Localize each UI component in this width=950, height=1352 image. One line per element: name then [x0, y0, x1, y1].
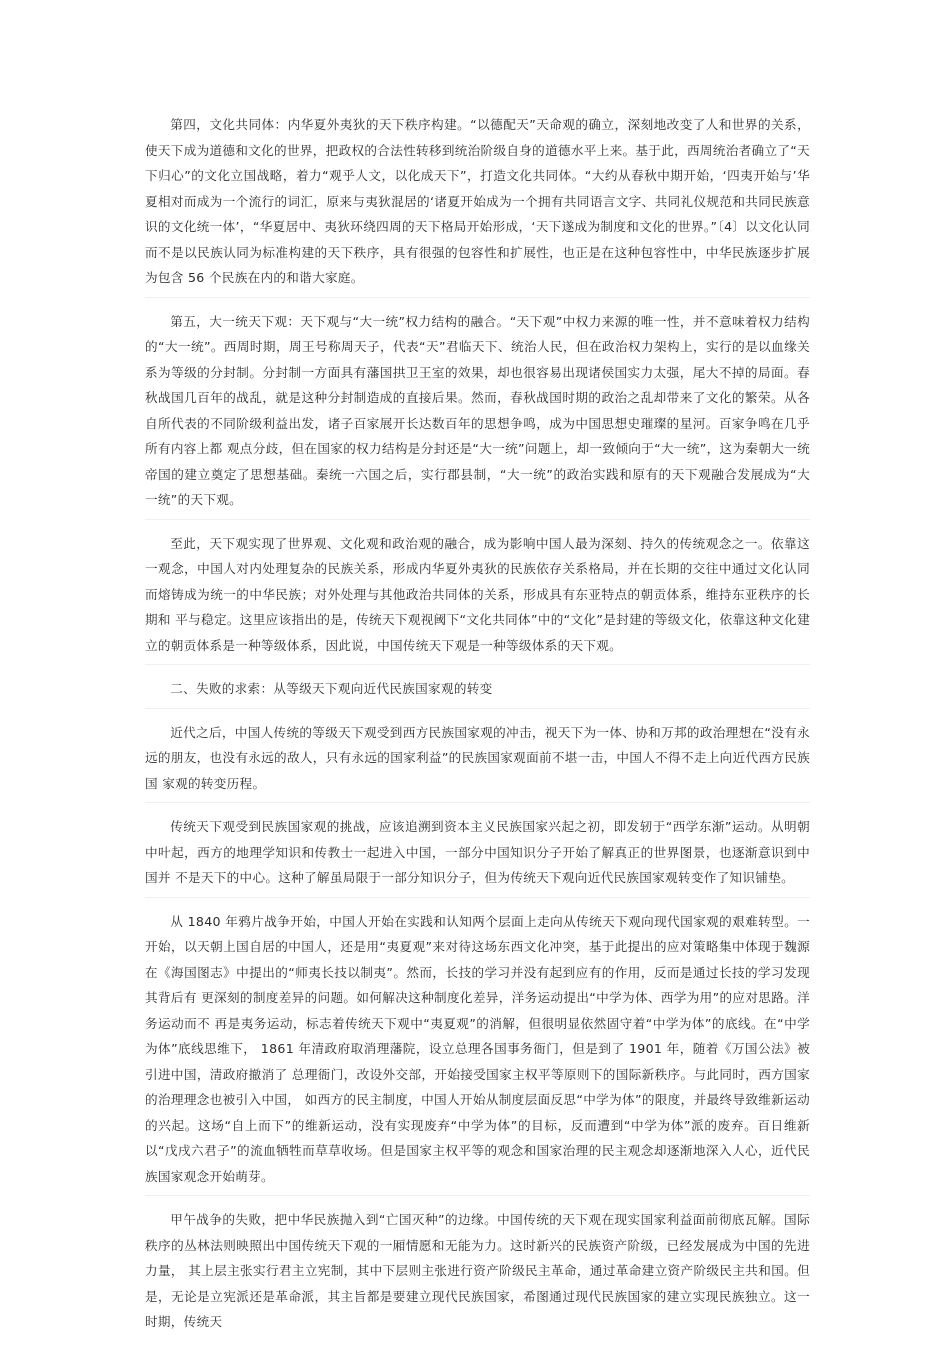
- paragraph-sino-japanese-war: 甲午战争的失败，把中华民族抛入到“亡国灭种”的边缘。中国传统的天下观在现实国家利益面前彻底瓦解。国际秩序的丛林法则映照出中国传统天下观的一厢情愿和无能为力。这时新兴的民族资产阶级，已经发展成为中国的先进力量， 其上层主张实行君主立宪制，其中下层则主张进行资产阶级民主革命，通过革命建立资产阶级民主共和国。但是，无论是立宪派还是革命派，其主旨都是要建立现代民族国家，希图通过现代民族国家的建立实现民族独立。这一时期，传统天: [145, 1212, 810, 1329]
- paragraph-grand-unification: 第五，大一统天下观：天下观与“大一统”权力结构的融合。“天下观”中权力来源的唯一性，并不意味着权力结构的“大一统”。西周时期，周王号称周天子，代表“天”君临天下、统治人民，但在政治权力架构上，实行的是以血缘关系为等级的分封制。分封制一方面具有藩国拱卫王室的效果，却也很容易出现诸侯国实力太强，尾大不掉的局面。春秋战国几百年的战乱，就是这种分封制造成的直接后果。然而，春秋战国时期的政治之乱却带来了文化的繁荣。从各自所代表的不同阶级利益出发，诸子百家展开长达数百年的思想争鸣，成为中国思想史璀璨的星河。百家争鸣在几乎所有内容上都 观点分歧，但在国家的权力结构是分封还是“大一统”问题上，却一致倾向于“大一统”，这为秦朝大一统帝国的建立奠定了思想基础。秦统一六国之后，实行郡县制，“大一统”的政治实践和原有的天下观融合发展成为“大一统”的天下观。: [145, 309, 810, 520]
- paragraph-cultural-community: 第四，文化共同体：内华夏外夷狄的天下秩序构建。“以德配天”天命观的确立，深刻地改变了人和世界的关系，使天下成为道德和文化的世界，把政权的合法性转移到统治阶级自身的道德水平上来。基于此，西周统治者确立了“天下归心”的文化立国战略，着力“观乎人文，以化成天下”，打造文化共同体。“大约从春秋中期开始，‘四夷开始与’华夏相对而成为一个流行的词汇，原来与夷狄混居的‘诸夏开始成为一个拥有共同语言文字、共同礼仪规范和共同民族意识的文化统一体’，“华夏居中、夷狄环绕四周的天下格局开始形成，‘天下遂成为制度和文化的世界。”〔4〕以文化认同而不是以民族认同为标准构建的天下秩序，具有很强的包容性和扩展性，也正是在这种包容性中，中华民族逐步扩展为包含 56 个民族在内的和谐大家庭。: [145, 112, 810, 298]
- paragraph-opium-war: 从 1840 年鸦片战争开始，中国人开始在实践和认知两个层面上走向从传统天下观向现代国家观的艰难转型。一开始，以天朝上国自居的中国人，还是用“夷夏观”来对待这场东西文化冲突，基于此提出的应对策略集中体现于魏源在《海国图志》中提出的“师夷长技以制夷”。然而，长技的学习并没有起到应有的作用，反而是通过长技的学习发现其背后有 更深刻的制度差异的问题。如何解决这种制度化差异，洋务运动提出“中学为体、西学为用”的应对思路。洋务运动而不 再是夷务运动，标志着传统天下观中“夷夏观”的消解，但很明显依然固守着“中学为体”的底线。在“中学为体”底线思维下， 1861 年清政府取消理藩院，设立总理各国事务衙门，但是到了 1901 年，随着《万国公法》被引进中国，清政府撤消了 总理衙门，改设外交部，开始接受国家主权平等原则下的国际新秩序。与此同时，西方国家的治理理念也被引入中国， 如西方的民主制度，中国人开始从制度层面反思“中学为体”的限度，并最终导致维新运动的兴起。这场“自上而下”的维新运动，没有实现废弃“中学为体”的目标，反而遭到“中学为体”派的废弃。百日维新以“戊戌六君子”的流血牺牲而草草收场。但是国家主权平等的观念和国家治理的民主观念却逐渐地深入人心，近代民族国家观念开始萌芽。: [145, 909, 810, 1197]
- paragraph-modern-impact: 近代之后，中国人传统的等级天下观受到西方民族国家观的冲击，视天下为一体、协和万邦的政治理想在“没有永远的朋友，也没有永远的敌人，只有永远的国家利益”的民族国家观面前不堪一击，中国人不得不走上向近代西方民族国 家观的转变历程。: [145, 720, 810, 804]
- paragraph-summary: 至此，天下观实现了世界观、文化观和政治观的融合，成为影响中国人最为深刻、持久的传统观念之一。依靠这 一观念，中国人对内处理复杂的民族关系，形成内华夏外夷狄的民族依存关系格局，并在长期的交往中通过文化认同而熔铸成为统一的中华民族；对外处理与其他政治共同体的关系，形成具有东亚特点的朝贡体系，维持东亚秩序的长期和 平与稳定。这里应该指出的是，传统天下观视阈下“文化共同体”中的“文化”是封建的等级文化，依靠这种文化建立的朝贡体系是一种等级体系，因此说，中国传统天下观是一种等级体系的天下观。: [145, 531, 810, 666]
- section-heading: 二、失败的求索：从等级天下观向近代民族国家观的转变: [145, 676, 810, 709]
- paragraph-western-learning: 传统天下观受到民族国家观的挑战，应该追溯到资本主义民族国家兴起之初，即发轫于“西学东渐”运动。从明朝中叶起，西方的地理学知识和传教士一起进入中国，一部分中国知识分子开始了解真正的世界图景，也逐渐意识到中国并 不是天下的中心。这种了解虽局限于一部分知识分子，但为传统天下观向近代民族国家观转变作了知识铺垫。: [145, 814, 810, 898]
- document-body: [145, 112, 810, 1352]
